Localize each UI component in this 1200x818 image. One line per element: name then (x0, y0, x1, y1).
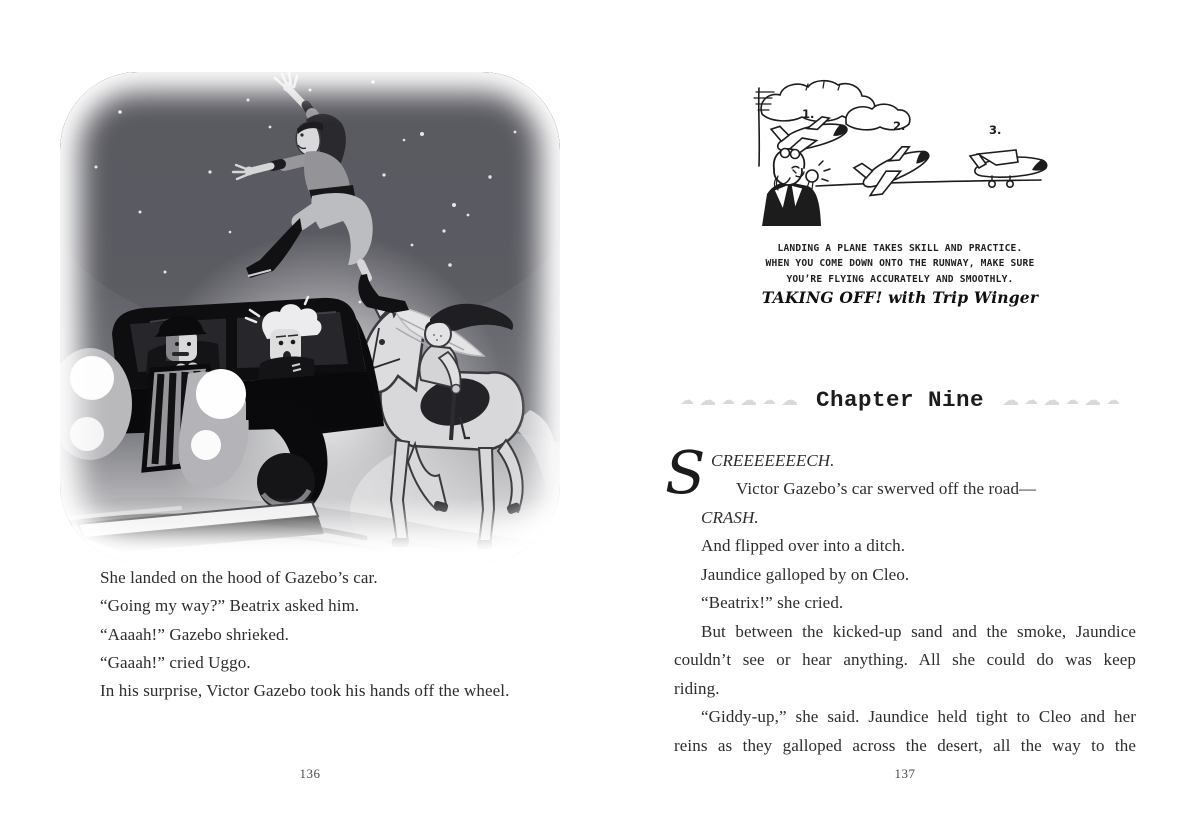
horse-eye (379, 339, 385, 345)
left-page-text (100, 564, 570, 705)
right-page-number: 137 (894, 766, 916, 781)
cloud-ornament: ☁ (1024, 393, 1038, 407)
drop-cap: S (665, 438, 706, 507)
plane-2 (852, 140, 936, 199)
panel-byline: TAKING OFF! with Trip Winger (761, 288, 1039, 307)
flying-lesson-panel (750, 78, 1140, 240)
cloud-ornament: ☁ (1083, 390, 1102, 409)
cloud-ornament: ☁ (762, 393, 776, 407)
left-page-number: 136 (299, 766, 321, 781)
text-line: “Gaaah!” cried Uggo. (100, 652, 251, 672)
text-line: CREEEEEEECH. (711, 451, 835, 470)
cloud-ornament: ☁ (680, 393, 694, 407)
text-line: “Giddy-up,” she said. Jaundice held tight to Cleo and her (701, 707, 1136, 727)
text-line: And flipped over into a ditch. (701, 536, 906, 556)
clouds (754, 81, 910, 130)
text-line: Victor Gazebo’s car swerved off the road— (736, 479, 1037, 499)
text-line: “Going my way?” Beatrix asked him. (100, 596, 360, 616)
step-label-2: 2. (893, 119, 906, 133)
rider-hand (452, 385, 461, 394)
cloud-ornament: ☁ (739, 390, 758, 409)
caption-line: LANDING A PLANE TAKES SKILL AND PRACTICE. (777, 243, 1023, 254)
text-line: In his surprise, Victor Gazebo took his hands off the wheel. (100, 681, 510, 701)
chapter-heading (600, 380, 1200, 420)
windshield-pillar (226, 316, 237, 369)
right-page-text (665, 438, 1136, 760)
cloud-ornament: ☁ (721, 393, 735, 407)
cloud-ornament: ☁ (1001, 390, 1020, 409)
cloud-ornament: ☁ (1065, 393, 1079, 407)
text-line: “Beatrix!” she cried. (701, 593, 844, 613)
caption-line: YOU’RE FLYING ACCURATELY AND SMOOTHLY. (786, 273, 1014, 285)
panel-border (759, 88, 760, 166)
chapter-title: Chapter Nine (815, 387, 985, 413)
cloud-ornament: ☁ (780, 390, 799, 409)
text-line: Jaundice galloped by on Cleo. (701, 564, 910, 584)
text-line: She landed on the hood of Gazebo’s car. (100, 568, 378, 587)
step-label-1: 1. (802, 107, 815, 121)
text-line: CRASH. (701, 507, 759, 527)
night-chase-scene (60, 72, 560, 562)
pilot-hand (806, 170, 818, 182)
landing-diagram (750, 78, 1140, 240)
night-chase-illustration (60, 72, 560, 562)
step-label-3: 3. (989, 123, 1002, 137)
text-line: “Aaaah!” Gazebo shrieked. (100, 624, 289, 644)
pilot-trip-winger (762, 149, 830, 227)
cloud-ornament: ☁ (1042, 390, 1061, 409)
cloud-ornament: ☁ (698, 390, 717, 409)
caption-line: WHEN YOU COME DOWN ONTO THE RUNWAY, MAKE SURE (765, 258, 1035, 270)
text-line: But between the kicked-up sand and the smoke, Jaundice (701, 621, 1136, 641)
cloud-ornament: ☁ (1106, 393, 1120, 407)
panel-caption (690, 241, 1110, 287)
text-line: reins as they galloped across the desert, all the way to the (674, 735, 1136, 755)
text-line: riding. (674, 678, 720, 698)
text-line: couldn’t see or hear anything. All she could do was keep (674, 650, 1136, 670)
chef-kiss-sparks (819, 161, 830, 181)
